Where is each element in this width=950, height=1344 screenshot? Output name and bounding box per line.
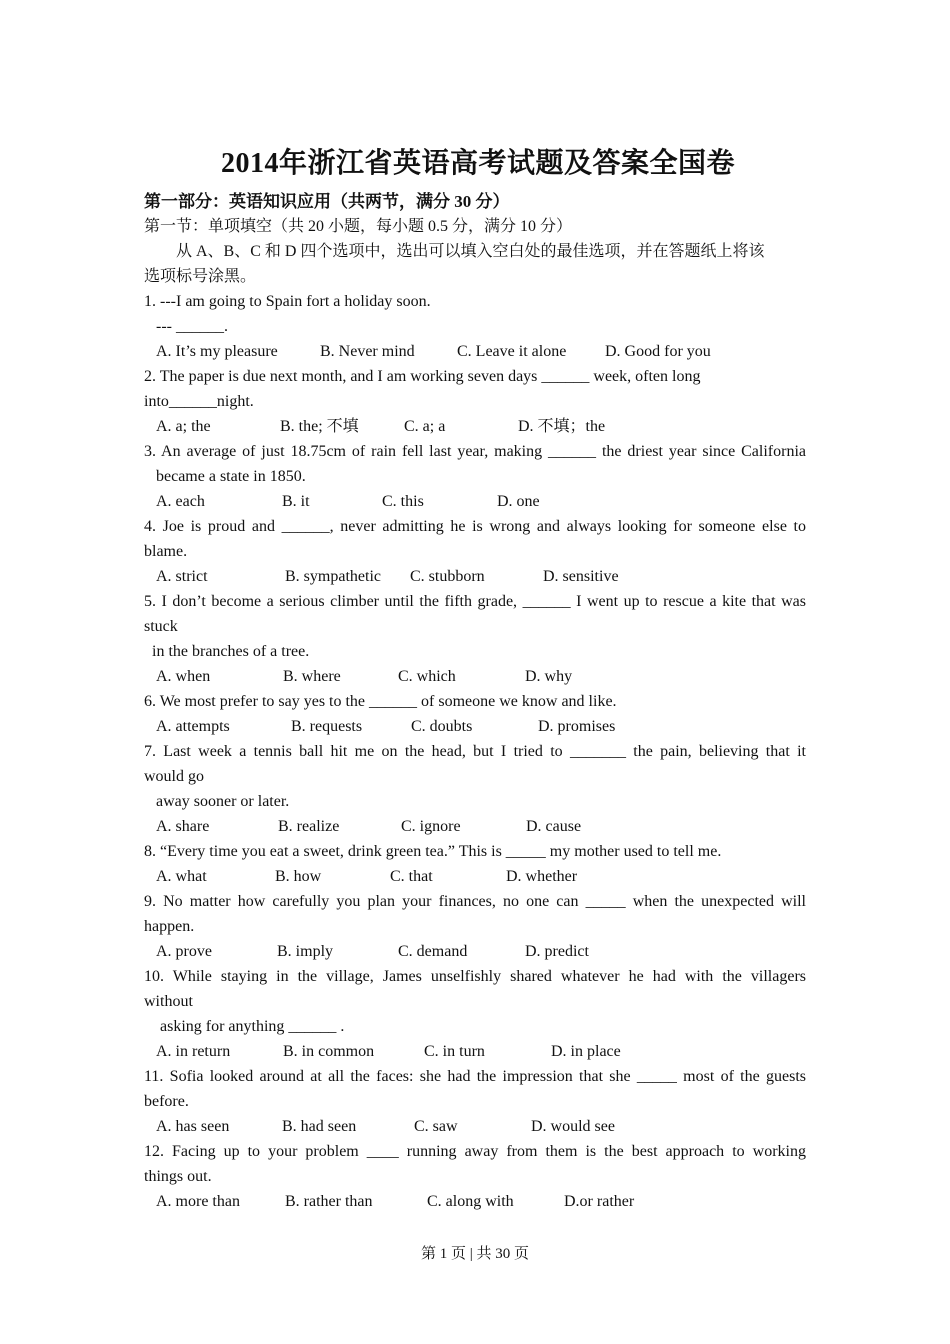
part-heading: 第一部分：英语知识应用（共两节，满分 30 分）	[144, 192, 510, 211]
option-c: C. in turn	[424, 1043, 485, 1060]
option-b: B. the; 不填	[280, 418, 359, 435]
option-c: C. along with	[427, 1193, 514, 1210]
options-row	[144, 564, 806, 589]
option-b: B. realize	[278, 818, 340, 835]
question-6	[144, 689, 806, 739]
option-a: A. strict	[156, 568, 208, 585]
question-stem-line: would go	[144, 768, 204, 785]
option-d: D. one	[497, 493, 540, 510]
question-stem-line: happen.	[144, 918, 195, 935]
option-d: D. 不填；the	[518, 418, 606, 435]
option-b: B. it	[282, 493, 310, 510]
question-stem-line: 10. While staying in the village, James unselfishly shared whatever he had with the villagers	[144, 968, 806, 985]
question-7	[144, 739, 806, 839]
options-row	[144, 714, 806, 739]
option-d: D. why	[525, 668, 573, 685]
question-stem-line: 6. We most prefer to say yes to the ______ of someone we know and like.	[144, 693, 617, 710]
question-stem-line: stuck	[144, 618, 178, 635]
options-row	[144, 489, 806, 514]
option-d: D. promises	[538, 718, 616, 735]
option-d: D.or rather	[564, 1193, 635, 1210]
question-stem-line: 9. No matter how carefully you plan your finances, no one can _____ when the unexpected will	[144, 893, 806, 910]
options-row	[144, 414, 806, 439]
option-c: C. stubborn	[410, 568, 485, 585]
option-a: A. attempts	[156, 718, 230, 735]
question-stem-line: 3. An average of just 18.75cm of rain fell last year, making ______ the driest year since California	[144, 443, 806, 460]
option-d: D. cause	[526, 818, 582, 835]
question-stem-line: into______night.	[144, 393, 254, 410]
question-stem-line: without	[144, 993, 193, 1010]
instructions-line: 从 A、B、C 和 D 四个选项中，选出可以填入空白处的最佳选项，并在答题纸上将该	[176, 243, 765, 260]
option-b: B. Never mind	[320, 343, 415, 360]
options-row	[144, 864, 806, 889]
option-a: A. It’s my pleasure	[156, 343, 278, 360]
option-a: A. in return	[156, 1043, 231, 1060]
question-stem-line: asking for anything ______ .	[160, 1018, 345, 1035]
question-stem-line: --- ______.	[156, 318, 228, 335]
option-d: D. in place	[551, 1043, 621, 1060]
option-c: C. Leave it alone	[457, 343, 567, 360]
option-a: A. more than	[156, 1193, 240, 1210]
question-stem-line: 4. Joe is proud and ______, never admitting he is wrong and always looking for someone else to	[144, 518, 806, 535]
option-b: B. where	[283, 668, 341, 685]
question-stem-line: things out.	[144, 1168, 212, 1185]
document-body	[144, 189, 806, 1214]
option-a: A. what	[156, 868, 207, 885]
document-title: 2014年浙江省英语高考试题及答案全国卷	[220, 148, 735, 179]
options-row	[144, 814, 806, 839]
options-row	[144, 664, 806, 689]
options-row	[144, 1039, 806, 1064]
option-c: C. that	[390, 868, 433, 885]
question-stem-line: 8. “Every time you eat a sweet, drink green tea.” This is _____ my mother used to tell me.	[144, 843, 722, 860]
option-d: D. Good for you	[605, 343, 711, 360]
option-c: C. ignore	[401, 818, 461, 835]
option-b: B. imply	[277, 943, 334, 960]
option-a: A. prove	[156, 943, 212, 960]
option-a: A. each	[156, 493, 205, 510]
question-12	[144, 1139, 806, 1214]
question-11	[144, 1064, 806, 1139]
question-stem-line: blame.	[144, 543, 188, 560]
question-2	[144, 364, 806, 439]
option-b: B. sympathetic	[285, 568, 381, 585]
question-stem-line: away sooner or later.	[156, 793, 290, 810]
options-row	[144, 1114, 806, 1139]
options-row	[144, 339, 806, 364]
option-b: B. in common	[283, 1043, 375, 1060]
option-b: B. had seen	[282, 1118, 357, 1135]
option-a: A. when	[156, 668, 211, 685]
question-8	[144, 839, 806, 889]
question-10	[144, 964, 806, 1064]
question-1	[144, 289, 806, 364]
option-b: B. how	[275, 868, 322, 885]
question-stem-line: in the branches of a tree.	[152, 643, 310, 660]
option-d: D. whether	[506, 868, 578, 885]
page-footer: 第 1 页 | 共 30 页	[420, 1246, 529, 1262]
instructions-line: 选项标号涂黑。	[144, 268, 257, 285]
option-c: C. which	[398, 668, 456, 685]
option-a: A. share	[156, 818, 210, 835]
question-4	[144, 514, 806, 589]
option-c: C. doubts	[411, 718, 473, 735]
options-row	[144, 1189, 806, 1214]
option-a: A. has seen	[156, 1118, 230, 1135]
question-stem-line: 12. Facing up to your problem ____ running away from them is the best approach to working	[144, 1143, 806, 1160]
question-5	[144, 589, 806, 689]
question-stem-line: 1. ---I am going to Spain fort a holiday soon.	[144, 293, 431, 310]
options-row	[144, 939, 806, 964]
option-d: D. sensitive	[543, 568, 619, 585]
question-list	[144, 289, 806, 1214]
question-stem-line: 2. The paper is due next month, and I am working seven days ______ week, often long	[144, 368, 701, 385]
option-c: C. saw	[414, 1118, 458, 1135]
question-9	[144, 889, 806, 964]
option-d: D. predict	[525, 943, 589, 960]
option-a: A. a; the	[156, 418, 211, 435]
option-b: B. rather than	[285, 1193, 373, 1210]
option-c: C. this	[382, 493, 424, 510]
option-b: B. requests	[291, 718, 363, 735]
option-d: D. would see	[531, 1118, 615, 1135]
question-stem-line: 11. Sofia looked around at all the faces: she had the impression that she _____ most of the guests	[144, 1068, 806, 1085]
question-stem-line: 5. I don’t become a serious climber until the fifth grade, ______ I went up to rescue a kite that was	[144, 593, 806, 610]
question-stem-line: 7. Last week a tennis ball hit me on the head, but I tried to _______ the pain, believing that it	[144, 743, 806, 760]
question-stem-line: became a state in 1850.	[156, 468, 306, 485]
question-3	[144, 439, 806, 514]
option-c: C. a; a	[404, 418, 446, 435]
section-heading: 第一节：单项填空（共 20 小题，每小题 0.5 分，满分 10 分）	[144, 218, 573, 235]
option-c: C. demand	[398, 943, 468, 960]
question-stem-line: before.	[144, 1093, 189, 1110]
